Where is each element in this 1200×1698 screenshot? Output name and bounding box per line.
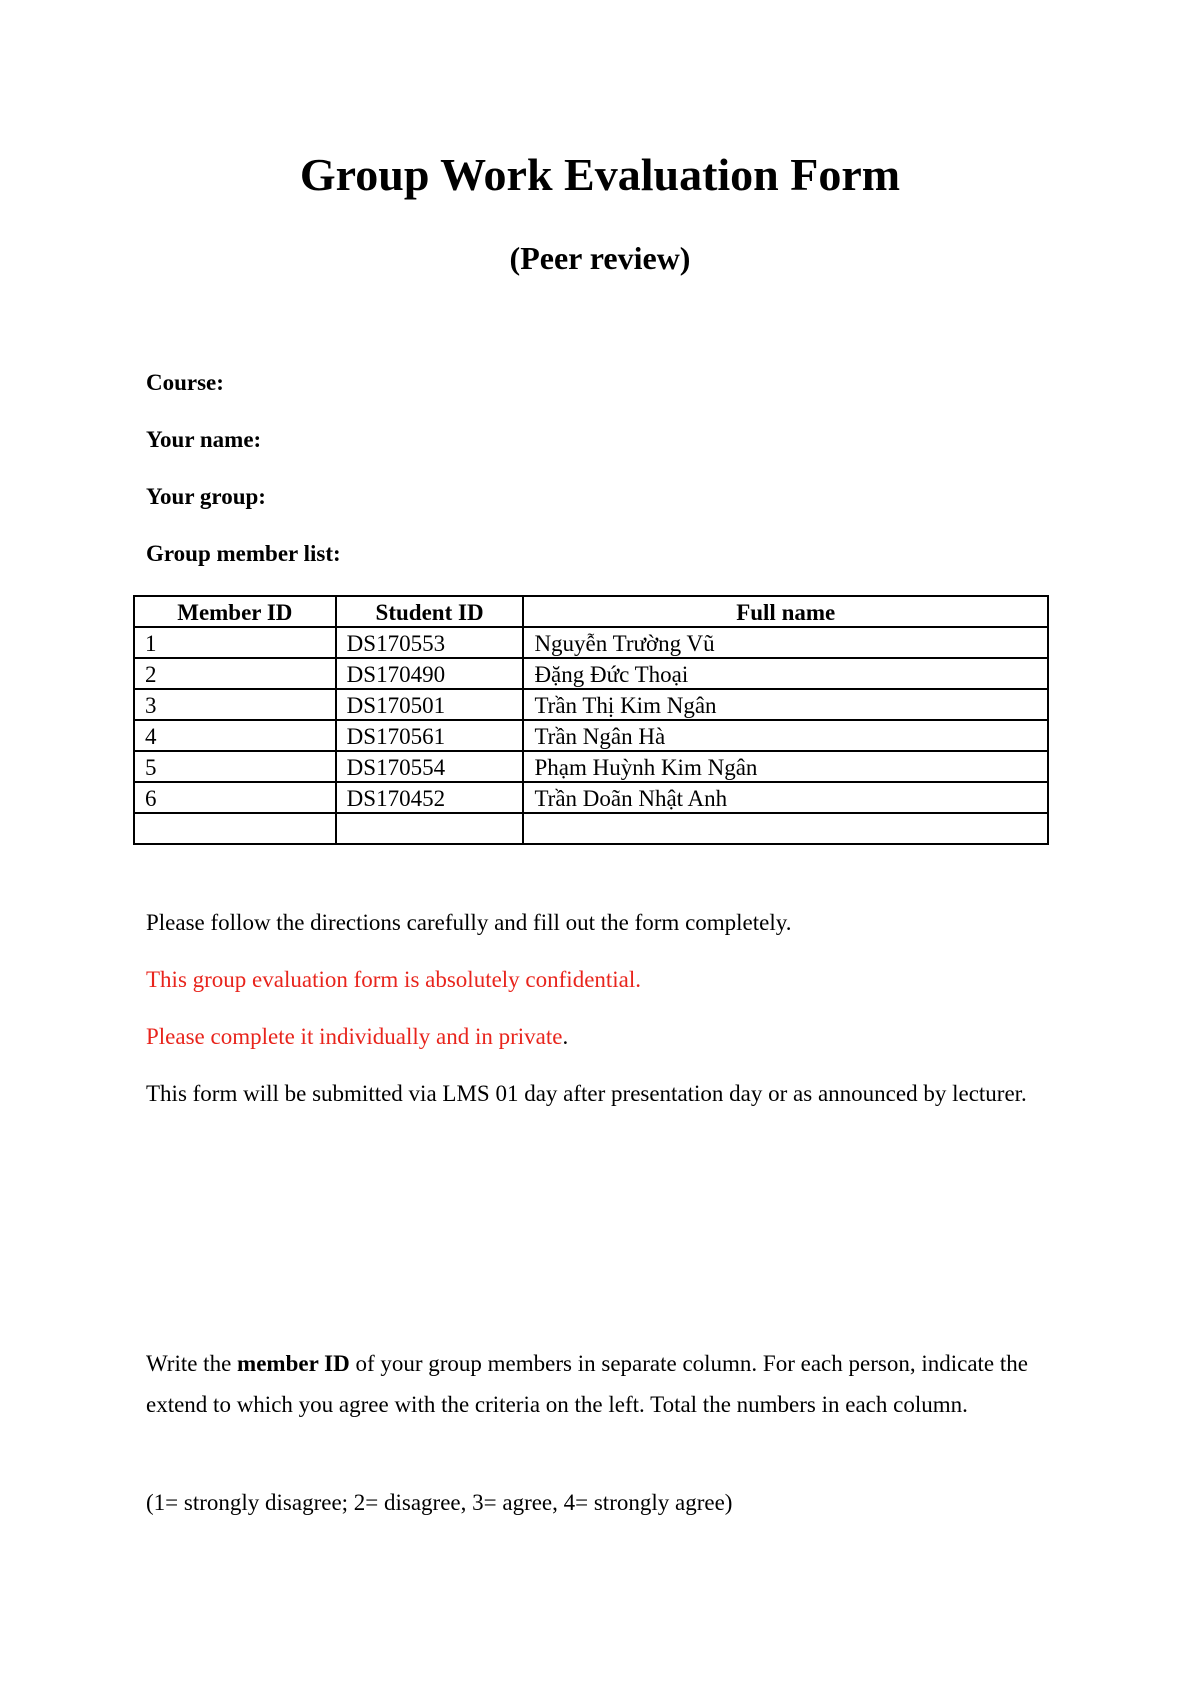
table-row xyxy=(134,720,1048,751)
student-id-cell: DS170501 xyxy=(336,689,524,720)
member-id-cell: 2 xyxy=(134,658,336,689)
member-id-cell: 5 xyxy=(134,751,336,782)
page-title: Group Work Evaluation Form xyxy=(299,149,901,200)
student-id-cell-empty xyxy=(336,813,524,844)
full-name-cell-empty xyxy=(523,813,1048,844)
your-group-label: Your group: xyxy=(146,484,266,509)
rating-scale-text: (1= strongly disagree; 2= disagree, 3= agree, 4= strongly agree) xyxy=(146,1490,733,1515)
member-id-cell: 4 xyxy=(134,720,336,751)
instructions-suffix: of your group members in separate column. For each person, indicate the extend to which you agree with the criteria on the left. Total the numbers in each column. xyxy=(146,1351,1028,1417)
student-id-cell: DS170452 xyxy=(336,782,524,813)
student-id-cell: DS170490 xyxy=(336,658,524,689)
full-name-cell: Phạm Huỳnh Kim Ngân xyxy=(523,751,1048,782)
member-table xyxy=(133,595,1049,845)
private-completion-paragraph xyxy=(146,1016,1046,1057)
empty-table-row xyxy=(134,813,1048,844)
member-table-header-row xyxy=(134,596,1048,627)
student-id-cell: DS170553 xyxy=(336,627,524,658)
submission-text: This form will be submitted via LMS 01 day after presentation day or as announced by lecturer. xyxy=(146,1081,1027,1106)
course-label: Course: xyxy=(146,370,224,395)
instructions-prefix: Write the xyxy=(146,1351,238,1376)
table-row xyxy=(134,689,1048,720)
private-completion-period: . xyxy=(562,1024,569,1049)
full-name-cell: Trần Doãn Nhật Anh xyxy=(523,782,1048,813)
follow-directions-text: Please follow the directions carefully and fill out the form completely. xyxy=(146,910,792,935)
table-row xyxy=(134,627,1048,658)
private-completion-warning: Please complete it individually and in private xyxy=(146,1024,563,1049)
page-subtitle: (Peer review) xyxy=(509,240,691,276)
student-id-header: Student ID xyxy=(336,596,524,627)
group-member-list-label: Group member list: xyxy=(146,541,341,566)
your-name-label: Your name: xyxy=(146,427,262,452)
student-id-cell: DS170554 xyxy=(336,751,524,782)
instructions-member-id-bold: member ID xyxy=(237,1351,350,1376)
full-name-cell: Trần Ngân Hà xyxy=(523,720,1048,751)
full-name-cell: Đặng Đức Thoại xyxy=(523,658,1048,689)
student-id-cell: DS170561 xyxy=(336,720,524,751)
full-name-cell: Nguyễn Trường Vũ xyxy=(523,627,1048,658)
table-row xyxy=(134,751,1048,782)
member-id-cell: 3 xyxy=(134,689,336,720)
member-id-cell: 1 xyxy=(134,627,336,658)
table-row xyxy=(134,782,1048,813)
table-row xyxy=(134,658,1048,689)
full-name-header: Full name xyxy=(523,596,1048,627)
member-id-instructions xyxy=(146,1343,1046,1425)
full-name-cell: Trần Thị Kim Ngân xyxy=(523,689,1048,720)
member-id-header: Member ID xyxy=(134,596,336,627)
confidential-warning: This group evaluation form is absolutely confidential. xyxy=(146,967,642,992)
member-id-cell: 6 xyxy=(134,782,336,813)
member-id-cell-empty xyxy=(134,813,336,844)
